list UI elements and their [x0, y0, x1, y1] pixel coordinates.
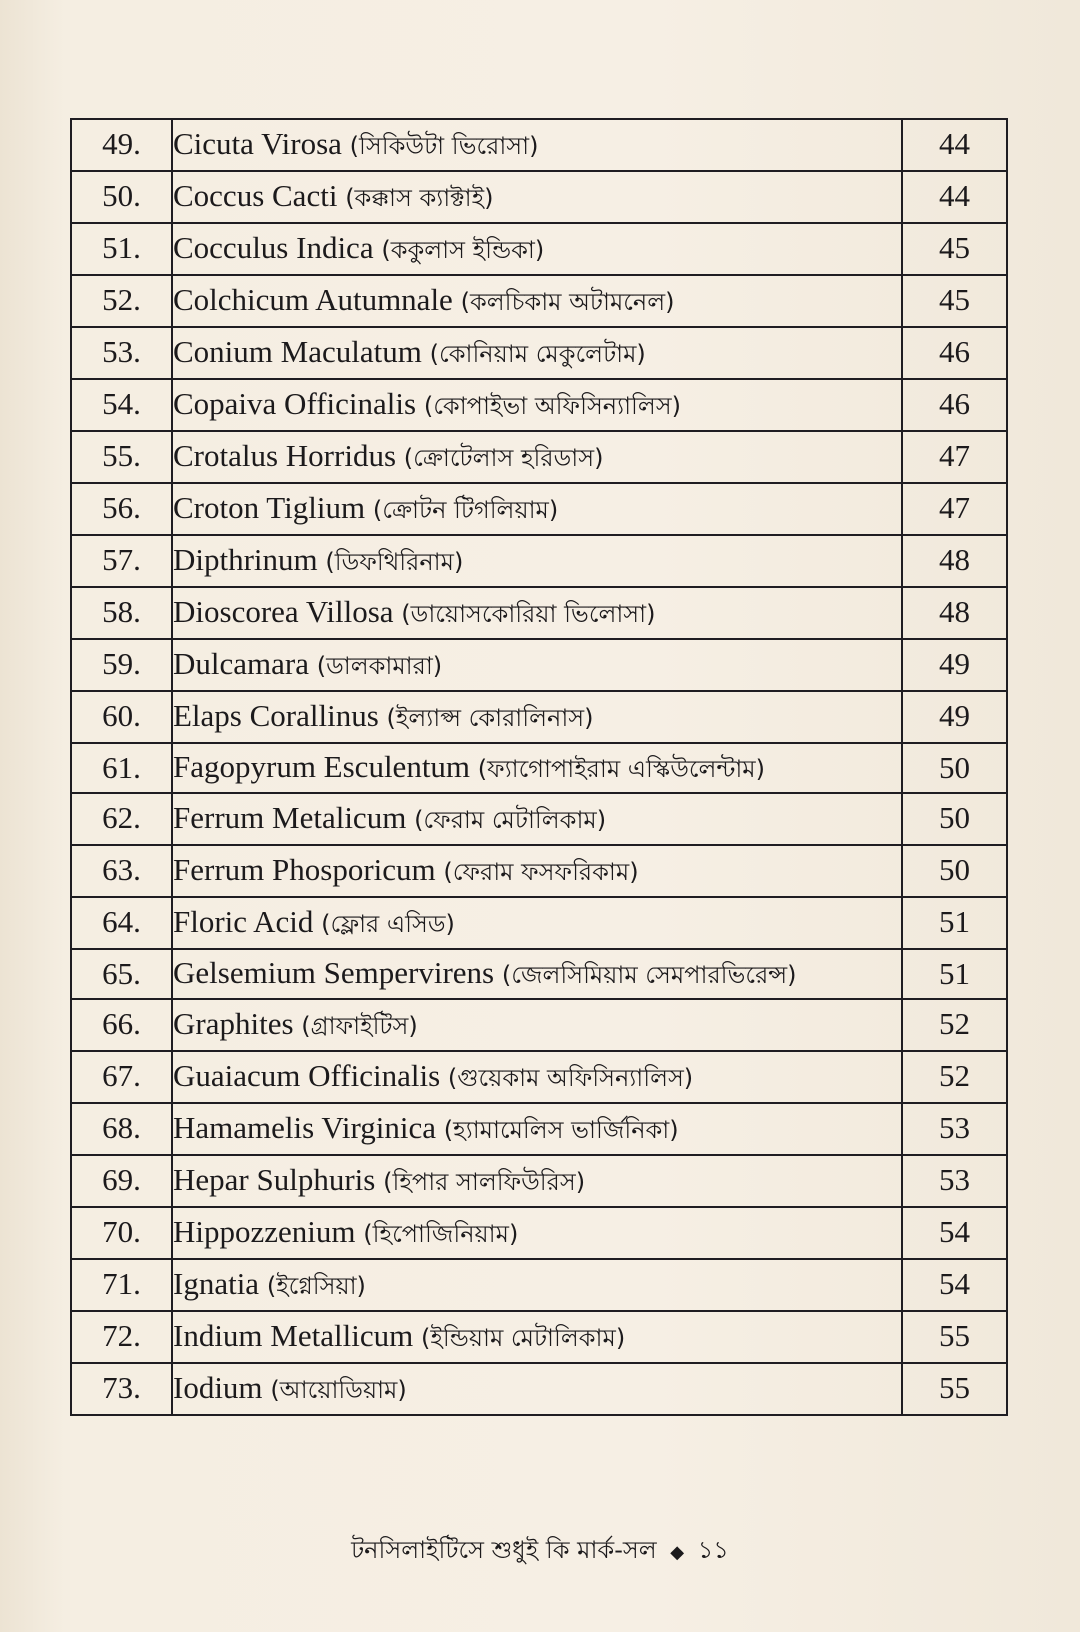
remedy-bengali-name: (ফ্যাগোপাইরাম এস্কিউলেন্টাম) [477, 755, 765, 783]
page-ref: 50 [902, 793, 1007, 845]
remedy-bengali-name: (কোপাইভা অফিসিন্যালিস) [423, 392, 682, 420]
remedy-name-cell [172, 275, 902, 327]
remedy-latin-name: Ferrum Phosporicum [173, 852, 436, 887]
remedy-name-cell [172, 845, 902, 897]
table-row [71, 897, 1007, 949]
remedy-latin-name: Cicuta Virosa [173, 126, 342, 161]
remedy-index-table [70, 118, 1008, 1416]
page-ref: 53 [902, 1103, 1007, 1155]
remedy-bengali-name: (হিপার সালফিউরিস) [383, 1168, 586, 1196]
remedy-latin-name: Hepar Sulphuris [173, 1162, 376, 1197]
remedy-latin-name: Hamamelis Virginica [173, 1110, 437, 1145]
remedy-name-cell [172, 793, 902, 845]
row-number: 58. [71, 587, 172, 639]
page-ref: 47 [902, 431, 1007, 483]
remedy-bengali-name: (ক্রোটন টিগলিয়াম) [372, 496, 559, 524]
row-number: 49. [71, 119, 172, 171]
remedy-bengali-name: (আয়োডিয়াম) [270, 1376, 407, 1404]
remedy-bengali-name: (ইল্যাপ্স কোরালিনাস) [386, 704, 594, 732]
table-row [71, 999, 1007, 1051]
page-ref: 53 [902, 1155, 1007, 1207]
row-number: 70. [71, 1207, 172, 1259]
row-number: 67. [71, 1051, 172, 1103]
row-number: 68. [71, 1103, 172, 1155]
table-row [71, 327, 1007, 379]
row-number: 59. [71, 639, 172, 691]
row-number: 62. [71, 793, 172, 845]
remedy-name-cell [172, 223, 902, 275]
page-ref: 49 [902, 691, 1007, 743]
row-number: 57. [71, 535, 172, 587]
table-row [71, 1103, 1007, 1155]
running-title: টনসিলাইটিসে শুধুই কি মার্ক-সল [351, 1536, 657, 1564]
remedy-latin-name: Dipthrinum [173, 542, 318, 577]
remedy-name-cell [172, 1259, 902, 1311]
remedy-bengali-name: (ফেরাম মেটালিকাম) [414, 806, 607, 834]
remedy-latin-name: Cocculus Indica [173, 230, 374, 265]
table-row [71, 691, 1007, 743]
table-row [71, 1051, 1007, 1103]
table-row [71, 119, 1007, 171]
remedy-latin-name: Fagopyrum Esculentum [173, 749, 471, 784]
remedy-bengali-name: (গুয়েকাম অফিসিন্যালিস) [447, 1064, 694, 1092]
remedy-name-cell [172, 1155, 902, 1207]
remedy-bengali-name: (ডায়োসকোরিয়া ভিলোসা) [401, 600, 656, 628]
table-row [71, 639, 1007, 691]
remedy-bengali-name: (ফ্লোর এসিড) [321, 910, 455, 938]
remedy-name-cell [172, 119, 902, 171]
remedy-name-cell [172, 897, 902, 949]
remedy-bengali-name: (কলচিকাম অটামনেল) [460, 288, 675, 316]
diamond-separator-icon: ◆ [670, 1542, 685, 1563]
page-ref: 45 [902, 275, 1007, 327]
remedy-name-cell [172, 379, 902, 431]
table-row [71, 171, 1007, 223]
row-number: 61. [71, 743, 172, 793]
table-row [71, 1363, 1007, 1415]
remedy-bengali-name: (ডিফথিরিনাম) [325, 548, 464, 576]
remedy-bengali-name: (কোনিয়াম মেকুলেটাম) [429, 340, 646, 368]
page-ref: 49 [902, 639, 1007, 691]
remedy-name-cell [172, 691, 902, 743]
table-row [71, 1259, 1007, 1311]
row-number: 65. [71, 949, 172, 999]
row-number: 56. [71, 483, 172, 535]
row-number: 51. [71, 223, 172, 275]
remedy-latin-name: Ferrum Metalicum [173, 800, 407, 835]
page-ref: 51 [902, 897, 1007, 949]
remedy-bengali-name: (গ্রাফাইটিস) [301, 1012, 418, 1040]
row-number: 53. [71, 327, 172, 379]
remedy-name-cell [172, 1207, 902, 1259]
remedy-name-cell [172, 1363, 902, 1415]
row-number: 73. [71, 1363, 172, 1415]
remedy-bengali-name: (জেলসিমিয়াম সেমপারভিরেন্স) [501, 961, 797, 989]
row-number: 71. [71, 1259, 172, 1311]
row-number: 72. [71, 1311, 172, 1363]
remedy-latin-name: Iodium [173, 1370, 263, 1405]
remedy-name-cell [172, 1103, 902, 1155]
remedy-bengali-name: (কক্কাস ক্যাক্টাই) [345, 184, 494, 212]
table-row [71, 1207, 1007, 1259]
remedy-bengali-name: (সিকিউটা ভিরোসা) [349, 132, 539, 160]
remedy-latin-name: Colchicum Autumnale [173, 282, 453, 317]
remedy-name-cell [172, 1311, 902, 1363]
table-row [71, 845, 1007, 897]
remedy-name-cell [172, 587, 902, 639]
remedy-name-cell [172, 639, 902, 691]
page-ref: 52 [902, 999, 1007, 1051]
remedy-bengali-name: (ফেরাম ফসফরিকাম) [443, 858, 639, 886]
page-ref: 51 [902, 949, 1007, 999]
row-number: 63. [71, 845, 172, 897]
remedy-latin-name: Copaiva Officinalis [173, 386, 417, 421]
table-row [71, 793, 1007, 845]
remedy-bengali-name: (হিপোজিনিয়াম) [363, 1220, 519, 1248]
remedy-bengali-name: (হ্যামামেলিস ভার্জিনিকা) [443, 1116, 679, 1144]
remedy-latin-name: Dulcamara [173, 646, 309, 681]
remedy-name-cell [172, 171, 902, 223]
table-row [71, 949, 1007, 999]
table-row [71, 1311, 1007, 1363]
page-ref: 55 [902, 1363, 1007, 1415]
remedy-name-cell [172, 431, 902, 483]
page-ref: 46 [902, 327, 1007, 379]
row-number: 50. [71, 171, 172, 223]
remedy-name-cell [172, 949, 902, 999]
row-number: 55. [71, 431, 172, 483]
remedy-latin-name: Hippozzenium [173, 1214, 356, 1249]
remedy-bengali-name: (ক্রোটেলাস হরিডাস) [403, 444, 604, 472]
remedy-latin-name: Croton Tiglium [173, 490, 366, 525]
page-ref: 50 [902, 743, 1007, 793]
remedy-bengali-name: (ইন্ডিয়াম মেটালিকাম) [420, 1324, 626, 1352]
remedy-name-cell [172, 743, 902, 793]
remedy-latin-name: Graphites [173, 1006, 294, 1041]
remedy-latin-name: Guaiacum Officinalis [173, 1058, 441, 1093]
remedy-latin-name: Conium Maculatum [173, 334, 422, 369]
page-ref: 47 [902, 483, 1007, 535]
remedy-latin-name: Ignatia [173, 1266, 260, 1301]
page-ref: 44 [902, 171, 1007, 223]
table-row [71, 1155, 1007, 1207]
table-row [71, 275, 1007, 327]
page-ref: 45 [902, 223, 1007, 275]
table-row [71, 483, 1007, 535]
page-ref: 48 [902, 535, 1007, 587]
page-ref: 50 [902, 845, 1007, 897]
remedy-latin-name: Crotalus Horridus [173, 438, 397, 473]
table-row [71, 223, 1007, 275]
page-number: ১১ [697, 1536, 729, 1564]
table-row [71, 431, 1007, 483]
remedy-name-cell [172, 327, 902, 379]
table-row [71, 379, 1007, 431]
remedy-bengali-name: (ডালকামারা) [316, 652, 443, 680]
remedy-name-cell [172, 535, 902, 587]
remedy-bengali-name: (ককুলাস ইন্ডিকা) [381, 236, 545, 264]
remedy-latin-name: Dioscorea Villosa [173, 594, 394, 629]
row-number: 64. [71, 897, 172, 949]
remedy-latin-name: Gelsemium Sempervirens [173, 955, 495, 990]
page-ref: 44 [902, 119, 1007, 171]
remedy-latin-name: Floric Acid [173, 904, 314, 939]
table-row [71, 535, 1007, 587]
remedy-latin-name: Indium Metallicum [173, 1318, 414, 1353]
table-row [71, 743, 1007, 793]
page-ref: 55 [902, 1311, 1007, 1363]
row-number: 66. [71, 999, 172, 1051]
remedy-latin-name: Coccus Cacti [173, 178, 338, 213]
row-number: 69. [71, 1155, 172, 1207]
page-ref: 54 [902, 1259, 1007, 1311]
page-ref: 54 [902, 1207, 1007, 1259]
row-number: 60. [71, 691, 172, 743]
remedy-name-cell [172, 483, 902, 535]
page-ref: 48 [902, 587, 1007, 639]
row-number: 54. [71, 379, 172, 431]
remedy-name-cell [172, 999, 902, 1051]
remedy-name-cell [172, 1051, 902, 1103]
remedy-bengali-name: (ইগ্নেসিয়া) [266, 1272, 366, 1300]
remedy-index-rows [71, 119, 1007, 1415]
row-number: 52. [71, 275, 172, 327]
table-row [71, 587, 1007, 639]
page-ref: 46 [902, 379, 1007, 431]
page-footer [0, 1532, 1080, 1572]
remedy-latin-name: Elaps Corallinus [173, 698, 379, 733]
page-ref: 52 [902, 1051, 1007, 1103]
